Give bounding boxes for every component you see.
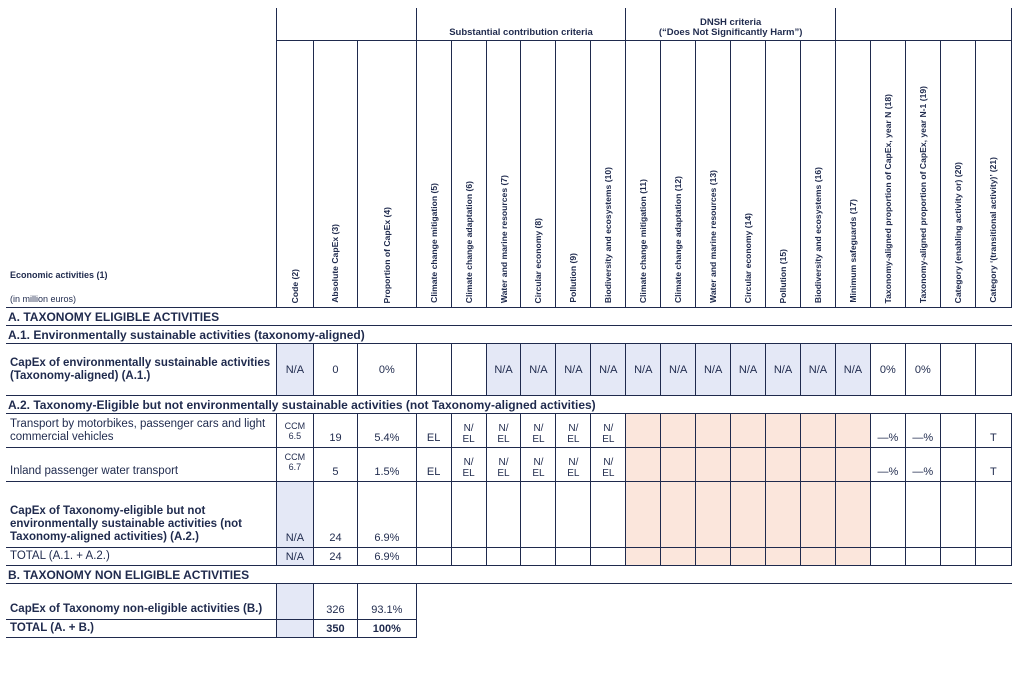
prop-capex-cell: 1.5% <box>358 448 417 482</box>
prop-capex-cell: 6.9% <box>358 482 417 548</box>
abs-capex-cell: 0 <box>313 344 357 396</box>
n-mark: N/ <box>463 457 474 468</box>
col-header: Taxonomy-aligned proportion of CapEx, year N-1 (19) <box>917 85 928 303</box>
aligned-n1-cell: —% <box>905 448 940 482</box>
dnsh-criteria-group <box>626 8 836 41</box>
el-mark: EL <box>567 434 580 445</box>
unit-label: (in million euros) <box>10 294 77 304</box>
table-row-a1 <box>6 344 1012 396</box>
section-a-title: A. TAXONOMY ELIGIBLE ACTIVITIES <box>6 308 1012 326</box>
el-mark: EL <box>532 434 545 445</box>
col-header: Climate change adaptation (12) <box>673 175 684 303</box>
col-header: Category ‘(transitional activity)’ (21) <box>988 157 999 303</box>
n-mark: N/ <box>498 457 509 468</box>
table-row-transport <box>6 414 1012 448</box>
code-cell: N/A <box>276 344 313 396</box>
col-header: Climate change mitigation (5) <box>428 183 439 303</box>
na-cell: N/A <box>835 344 870 396</box>
col-header: Climate change adaptation (6) <box>463 180 474 303</box>
row-label: Inland passenger water transport <box>6 448 276 482</box>
col-header: Code (2) <box>289 268 300 303</box>
aligned-n-cell: —% <box>870 448 905 482</box>
row-label: TOTAL (A. + B.) <box>6 620 276 638</box>
n-mark: N/ <box>603 423 614 434</box>
code-cell: CCM <box>284 452 306 462</box>
abs-capex-cell: 24 <box>313 482 357 548</box>
na-cell: N/A <box>801 344 836 396</box>
col-header: Biodiversity and ecosystems (16) <box>812 166 823 303</box>
el-mark: EL <box>462 468 475 479</box>
table-row-total-a <box>6 548 1012 566</box>
section-a2-title: A.2. Taxonomy-Eligible but not environmentally sustainable activities (not Taxonomy-aligned activities) <box>6 396 1012 414</box>
na-cell: N/A <box>591 344 626 396</box>
na-cell: N/A <box>521 344 556 396</box>
row-label: Transport by motorbikes, passenger cars and light commercial vehicles <box>6 414 276 448</box>
el-cell: EL <box>416 448 451 482</box>
row-label: CapEx of environmentally sustainable activities (Taxonomy-aligned) (A.1.) <box>6 344 276 396</box>
substantial-criteria-group: Substantial contribution criteria <box>416 8 626 41</box>
section-b-title: B. TAXONOMY NON ELIGIBLE ACTIVITIES <box>6 566 1012 584</box>
na-cell: N/A <box>696 344 731 396</box>
col-header: Category (enabling activity or) (20) <box>952 161 963 303</box>
table-row-a2 <box>6 482 1012 548</box>
col-header: Water and marine resources (13) <box>708 170 719 303</box>
col-header: Absolute CapEx (3) <box>330 224 341 303</box>
code-cell: N/A <box>276 482 313 548</box>
col-header: Taxonomy-aligned proportion of CapEx, year N (18) <box>882 93 893 303</box>
n-mark: N/ <box>463 423 474 434</box>
row-label: CapEx of Taxonomy-eligible but not environmentally sustainable activities (not Taxonomy-aligned activities) (A.2.) <box>6 482 276 548</box>
el-cell: EL <box>416 414 451 448</box>
col-header: Water and marine resources (7) <box>498 174 509 303</box>
el-mark: EL <box>462 434 475 445</box>
abs-capex-cell: 24 <box>313 548 357 566</box>
el-mark: EL <box>602 468 615 479</box>
code-number: 6.7 <box>288 462 302 472</box>
col-header: Pollution (9) <box>568 253 579 303</box>
category-cell: T <box>975 448 1011 482</box>
dnsh-subtitle: (“Does Not Significantly Harm”) <box>658 27 803 38</box>
capex-taxonomy-table <box>6 8 1012 638</box>
na-cell: N/A <box>626 344 661 396</box>
category-cell: T <box>975 414 1011 448</box>
n-mark: N/ <box>533 457 544 468</box>
n-mark: N/ <box>568 457 579 468</box>
code-cell: N/A <box>276 548 313 566</box>
col-header: Circular economy (14) <box>743 212 754 303</box>
col-header: Circular economy (8) <box>533 217 544 303</box>
n-mark: N/ <box>568 423 579 434</box>
row-label: TOTAL (A.1. + A.2.) <box>6 548 276 566</box>
table-row-total <box>6 620 1012 638</box>
n-mark: N/ <box>603 457 614 468</box>
aligned-n-cell: 0% <box>870 344 905 396</box>
na-cell: N/A <box>766 344 801 396</box>
col-header: Climate change mitigation (11) <box>638 178 649 303</box>
table-row-water <box>6 448 1012 482</box>
el-mark: EL <box>532 468 545 479</box>
column-header-row <box>6 41 1012 308</box>
na-cell: N/A <box>661 344 696 396</box>
aligned-n-cell: —% <box>870 414 905 448</box>
na-cell: N/A <box>486 344 521 396</box>
prop-capex-cell: 93.1% <box>358 584 417 620</box>
code-number: 6.5 <box>288 430 302 441</box>
n-mark: N/ <box>533 423 544 434</box>
abs-capex-cell: 326 <box>313 584 357 620</box>
economic-activities-label: Economic activities (1) <box>10 270 108 280</box>
aligned-n1-cell: 0% <box>905 344 940 396</box>
prop-capex-cell: 5.4% <box>358 414 417 448</box>
economic-activities-header <box>6 41 276 308</box>
row-label: CapEx of Taxonomy non-eligible activities (B.) <box>6 584 276 620</box>
na-cell: N/A <box>731 344 766 396</box>
n-mark: N/ <box>498 423 509 434</box>
col-header: Minimum safeguards (17) <box>847 199 858 303</box>
col-header: Pollution (15) <box>778 248 789 303</box>
col-header: Proportion of CapEx (4) <box>381 206 392 303</box>
prop-capex-cell: 6.9% <box>358 548 417 566</box>
prop-capex-cell: 0% <box>358 344 417 396</box>
el-mark: EL <box>602 434 615 445</box>
aligned-n1-cell: —% <box>905 414 940 448</box>
code-cell: CCM <box>284 420 306 431</box>
section-a1-title: A.1. Environmentally sustainable activities (taxonomy-aligned) <box>6 326 1012 344</box>
el-mark: EL <box>497 434 510 445</box>
prop-capex-cell: 100% <box>358 620 417 638</box>
abs-capex-cell: 19 <box>313 414 357 448</box>
el-mark: EL <box>567 468 580 479</box>
el-mark: EL <box>497 468 510 479</box>
abs-capex-cell: 5 <box>313 448 357 482</box>
abs-capex-cell: 350 <box>313 620 357 638</box>
na-cell: N/A <box>556 344 591 396</box>
table-row-b <box>6 584 1012 620</box>
col-header: Biodiversity and ecosystems (10) <box>603 166 614 303</box>
group-header-row <box>6 8 1012 41</box>
dnsh-title: DNSH criteria <box>700 17 762 28</box>
